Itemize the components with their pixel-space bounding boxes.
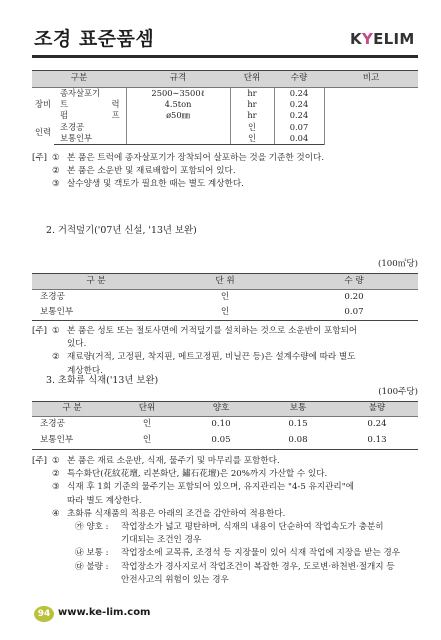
sub-item-label: ㉰ 불량 : xyxy=(75,561,109,572)
section-title: 3. 초화류 식재('13년 보완) xyxy=(46,375,159,386)
note-tag: [주] xyxy=(32,326,48,336)
row-unit: hr xyxy=(230,99,274,110)
row-unit: 인 xyxy=(220,291,230,302)
row-name: 조경공 xyxy=(40,418,65,429)
section-title: 2. 거적덮기('07년 신설, '13년 보완) xyxy=(46,225,197,236)
row-spec: 2500∼3500ℓ xyxy=(126,88,230,99)
flower-planting-table xyxy=(32,401,418,450)
note-text: 재료량(거적, 고정핀, 착지핀, 메트고정핀, 비닐끈 등)은 설계수량에 따라 별도 계상한다. xyxy=(67,352,356,376)
col-header-unit: 단위 xyxy=(230,71,274,88)
row-qty: 0.24 xyxy=(274,110,324,121)
row-unit: 인 xyxy=(230,133,274,144)
row-name: 조경공 xyxy=(40,291,65,302)
sub-item-text: 작업장소에 교목류, 조경석 등 지장물이 있어 식재 작업에 지장을 받는 경우 xyxy=(121,548,401,559)
col-header-bad: 불량 xyxy=(336,402,418,417)
note-text: 본 품은 소운반 및 재료배합이 포함되어 있다. xyxy=(67,166,236,177)
row-qty: 0.24 xyxy=(274,88,324,99)
sub-item-label: ㉯ 보통 : xyxy=(75,548,109,559)
row-good: 0.10 xyxy=(211,418,231,429)
row-name: 조경공 xyxy=(60,121,85,132)
col-header-good: 양호 xyxy=(182,402,260,417)
sub-item-text: 작업장소가 경사지로서 작업조건이 복잡한 경우, 도로변·하천변·절개지 등 안전사고의 위험이 있는 경우 xyxy=(121,561,395,585)
row-qty: 0.07 xyxy=(290,305,418,321)
col-header-unit: 단위 xyxy=(112,402,182,417)
col-header-category: 구 분 xyxy=(32,402,112,417)
col-header-qty: 수 량 xyxy=(290,274,418,290)
col-header-qty: 수량 xyxy=(274,71,324,88)
notes-block: [주] ① 본 품은 트럭에 종자살포기가 장착되어 살포하는 것을 기준한 것이다. ② 본 품은 소운반 및 재료배합이 포함되어 있다. ③ 살수양생 및 객토가 필요한 때는 별도 계상한다. xyxy=(32,152,422,192)
page-number: 94 xyxy=(34,606,54,622)
col-header-spec: 규격 xyxy=(126,71,230,88)
row-unit: 인 xyxy=(160,305,290,321)
row-name: 보통인부 xyxy=(32,433,112,450)
row-unit: hr xyxy=(230,88,274,99)
unit-label: (100주당) xyxy=(378,387,418,397)
row-unit: hr xyxy=(230,110,274,121)
row-spec: 4.5ton xyxy=(126,99,230,110)
page-title: 조경 표준품셈 xyxy=(34,28,155,50)
row-name: 종자살포기 xyxy=(60,87,101,98)
row-name: 펌 프 xyxy=(60,110,120,121)
note-text: 본 품은 재료 소운반, 식재, 물주기 및 마무리를 포함한다. xyxy=(67,456,280,466)
note-text: 본 품은 성토 또는 절토사면에 거적덮기를 설치하는 것으로 소운반이 포함되어 있다. xyxy=(67,326,358,350)
row-spec: ø50㎜ xyxy=(126,110,230,121)
sub-item-label: ㉮ 양호 : xyxy=(75,522,109,533)
group-label-labor: 인력 xyxy=(34,127,52,138)
note-text: 살수양생 및 객토가 필요한 때는 별도 계상한다. xyxy=(67,179,244,190)
row-qty: 0.04 xyxy=(274,133,324,144)
row-unit: 인 xyxy=(112,433,182,450)
notes-block: [주] ① 본 품은 재료 소운반, 식재, 물주기 및 마무리를 포함한다. ② 특수화단(花紋花壇, 리본화단, 鏽石花壇)은 20%까지 가산할 수 있다. ③ 식재 후 1회 기준의 물주기는 포함되어 있으며, 유지관리는 "4-5 유지관리"에 따라 별도 계상한다. ④ 초화류 식재품의 적용은 아래의 조건을 감안하여 적용한다. ㉮ 양호 : 작업장소가 넓고 평탄하며, 식재의 내용이 단순하여 작업속도가 충분히 기대되는 조건인 경우 ㉯ 보통 : 작업장소에 교목류, 조경석 등 지장물이 있어 식재 작업에 지장을 받는 경우 ㉰ 불량 : 작업장소가 경사지로서 작업조건이 복잡한 경우, 도로변·하천변·절개지 등 안전사고의 위험이 있는 경우 xyxy=(32,455,422,587)
row-unit: 인 xyxy=(142,418,152,429)
row-qty: 0.07 xyxy=(274,122,324,133)
header-divider xyxy=(32,55,418,58)
row-spec xyxy=(126,122,230,133)
row-name: 보통인부 xyxy=(32,305,160,321)
col-header-normal: 보통 xyxy=(260,402,336,417)
col-header-category: 구분 xyxy=(32,71,126,88)
seeding-table xyxy=(32,70,418,145)
sub-item-text: 작업장소가 넓고 평탄하며, 식재의 내용이 단순하여 작업속도가 충분히 기대되는 조건인 경우 xyxy=(121,522,384,546)
company-logo: KYELIM xyxy=(350,30,415,48)
col-header-unit: 단 위 xyxy=(160,274,290,290)
row-bad: 0.13 xyxy=(336,433,418,450)
row-name: 트 럭 xyxy=(60,98,120,109)
row-qty: 0.20 xyxy=(344,291,364,302)
note-text: 특수화단(花紋花壇, 리본화단, 鏽石花壇)은 20%까지 가산할 수 있다. xyxy=(67,469,328,480)
note-text: 식재 후 1회 기준의 물주기는 포함되어 있으며, 유지관리는 "4-5 유지관리"에 따라 별도 계상한다. xyxy=(67,482,354,506)
col-header-remark: 비고 xyxy=(324,71,418,88)
note-tag: [주] xyxy=(32,153,48,163)
note-text: 본 품은 트럭에 종자살포기가 장착되어 살포하는 것을 기준한 것이다. xyxy=(67,153,325,163)
row-name: 보통인부 xyxy=(54,133,126,144)
row-unit: 인 xyxy=(230,122,274,133)
group-label-equipment: 장비 xyxy=(34,99,52,110)
row-qty: 0.24 xyxy=(274,99,324,110)
row-remark xyxy=(324,88,418,145)
row-bad: 0.24 xyxy=(367,418,387,429)
notes-block: [주] ① 본 품은 성토 또는 절토사면에 거적덮기를 설치하는 것으로 소운반이 포함되어 있다. ② 재료량(거적, 고정핀, 착지핀, 메트고정핀, 비닐끈 등)은 설계수량에 따라 별도 계상한다. xyxy=(32,325,422,378)
row-good: 0.05 xyxy=(182,433,260,450)
note-text: 초화류 식재품의 적용은 아래의 조건을 감안하여 적용한다. xyxy=(67,508,286,519)
row-spec xyxy=(126,133,230,144)
mat-covering-table xyxy=(32,273,418,321)
col-header-category: 구 분 xyxy=(32,274,160,290)
unit-label: (100㎡당) xyxy=(377,259,418,269)
row-normal: 0.08 xyxy=(260,433,336,450)
footer-url: www.ke-lim.com xyxy=(58,607,151,618)
note-tag: [주] xyxy=(32,456,48,466)
row-normal: 0.15 xyxy=(288,418,308,429)
